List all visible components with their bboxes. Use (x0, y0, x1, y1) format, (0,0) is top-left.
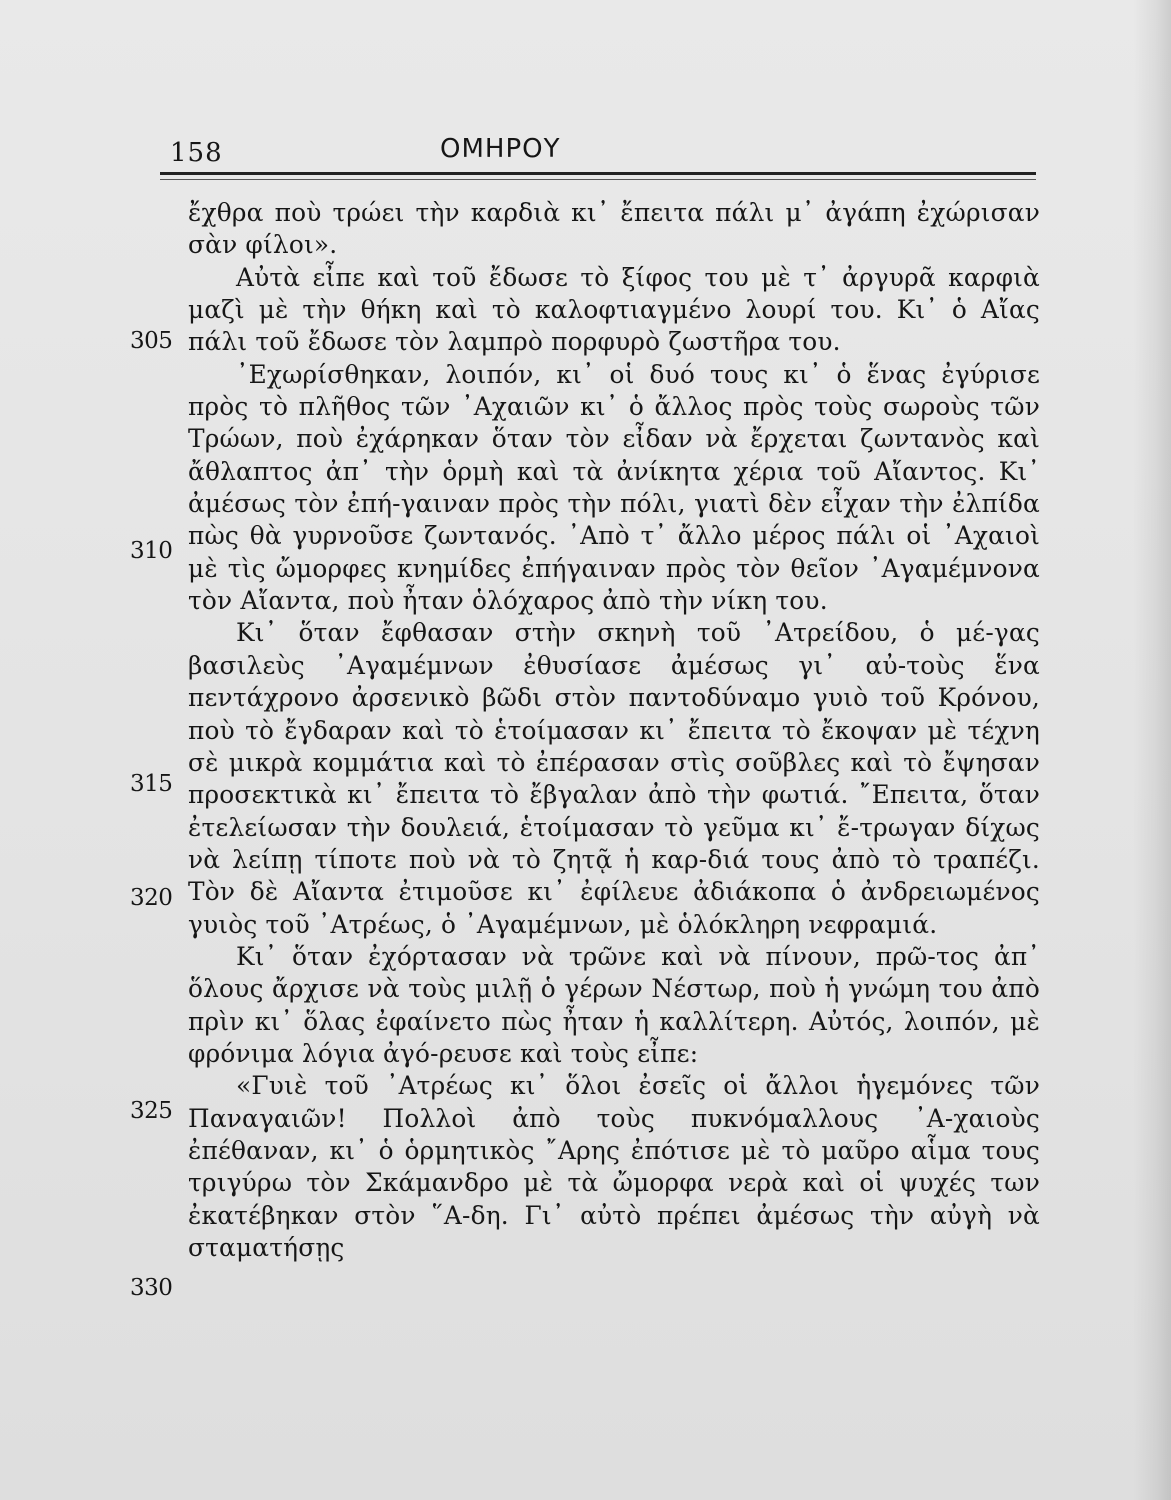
page-number: 158 (170, 138, 223, 168)
line-number: 315 (130, 771, 173, 797)
page-header (160, 130, 1036, 178)
paragraph: «Γυιὲ τοῦ ᾿Ατρέως κι᾿ ὅλοι ἐσεῖς οἱ ἄλλοι ἡγεμόνες τῶν Παναγαιῶν! Πολλοὶ ἀπὸ τοὺς πυκνόμαλλους ᾿Α-χαιοὺς ἐπέθαναν, κι᾿ ὁ ὁρμητικὸς ῎Αρης ἐπότισε μὲ τὸ μαῦρο αἷμα τους τριγύρω τὸν Σκάμανδρο μὲ τὰ ὤμορφα νερὰ καὶ οἱ ψυχές των ἐκατέβηκαν στὸν ῞Α-δη. Γι᾿ αὐτὸ πρέπει ἀμέσως τὴν αὐγὴ νὰ σταματήσῃς (188, 1071, 1040, 1262)
paragraph: ἔχθρα ποὺ τρώει τὴν καρδιὰ κι᾿ ἔπειτα πάλι μ᾿ ἀγάπη ἐχώρισαν σὰν φίλοι». (188, 198, 1040, 260)
header-rule-thin (160, 179, 1036, 180)
line-number: 330 (130, 1275, 173, 1301)
line-number: 310 (130, 538, 173, 564)
paragraph: Κι᾿ ὅταν ἐχόρτασαν νὰ τρῶνε καὶ νὰ πίνουν, πρῶ-τος ἀπ᾿ ὅλους ἄρχισε νὰ τοὺς μιλῇ ὁ γέρων Νέστωρ, ποὺ ἡ γνώμη του ἀπὸ πρὶν κι᾿ ὅλας ἐφαίνετο πὼς ἦταν ἡ καλλίτερη. Αὐτός, λοιπόν, μὲ φρόνιμα λόγια ἀγό-ρευσε καὶ τοὺς εἶπε: (188, 941, 1040, 1068)
line-number: 305 (130, 328, 173, 354)
paragraph: Αὐτὰ εἶπε καὶ τοῦ ἔδωσε τὸ ξίφος του μὲ τ᾿ ἀργυρᾶ καρφιὰ μαζὶ μὲ τὴν θήκη καὶ τὸ καλοφτιαγμένο λουρί του. Κι᾿ ὁ Αἴας πάλι τοῦ ἔδωσε τὸν λαμπρὸ πορφυρὸ ζωστῆρα του. (188, 262, 1040, 357)
binding-edge-shadow (1133, 0, 1171, 1500)
line-number: 325 (130, 1098, 173, 1124)
paragraph: ᾿Εχωρίσθηκαν, λοιπόν, κι᾿ οἱ δυό τους κι᾿ ὁ ἕνας ἐγύρισε πρὸς τὸ πλῆθος τῶν ᾿Αχαιῶν κι᾿ ὁ ἄλλος πρὸς τοὺς σωροὺς τῶν Τρώων, ποὺ ἐχάρηκαν ὅταν τὸν εἶδαν νὰ ἔρχεται ζωντανὸς καὶ ἄθλαπτος ἀπ᾿ τὴν ὁρμὴ καὶ τὰ ἀνίκητα χέρια τοῦ Αἴαντος. Κι᾿ ἀμέσως τὸν ἐπή-γαιναν πρὸς τὴν πόλι, γιατὶ δὲν εἶχαν τὴν ἐλπίδα πὼς θὰ γυρνοῦσε ζωντανός. ᾿Απὸ τ᾿ ἄλλο μέρος πάλι οἱ ᾿Αχαιοὶ μὲ τὶς ὤμορφες κνημίδες ἐπήγαιναν πρὸς τὸν θεῖον ᾿Αγαμέμνονα τὸν Αἴαντα, ποὺ ἦταν ὁλόχαρος ἀπὸ τὴν νίκη του. (188, 359, 1040, 616)
header-rule (160, 172, 1036, 175)
line-number-column (130, 0, 180, 1500)
body-text (188, 197, 1040, 1264)
paragraph: Κι᾿ ὅταν ἔφθασαν στὴν σκηνὴ τοῦ ᾿Ατρείδου, ὁ μέ-γας βασιλεὺς ᾿Αγαμέμνων ἐθυσίασε ἀμέσως γι᾿ αὐ-τοὺς ἕνα πεντάχρονο ἀρσενικὸ βῶδι στὸν παντοδύναμο γυιὸ τοῦ Κρόνου, ποὺ τὸ ἔγδαραν καὶ τὸ ἑτοίμασαν κι᾿ ἔπειτα τὸ ἔκοψαν μὲ τέχνη σὲ μικρὰ κομμάτια καὶ τὸ ἐπέρασαν στὶς σοῦβλες καὶ τὸ ἔψησαν προσεκτικὰ κι᾿ ἔπειτα τὸ ἔβγαλαν ἀπὸ τὴν φωτιά. ῎Επειτα, ὅταν ἐτελείωσαν τὴν δουλειά, ἑτοίμασαν τὸ γεῦμα κι᾿ ἔ-τρωγαν δίχως νὰ λείπῃ τίποτε ποὺ νὰ τὸ ζητᾷ ἡ καρ-διά τους ἀπὸ τὸ τραπέζι. Τὸν δὲ Αἴαντα ἐτιμοῦσε κι᾿ ἐφίλευε ἀδιάκοπα ὁ ἀνδρειωμένος γυιὸς τοῦ ᾿Ατρέως, ὁ ᾿Αγαμέμνων, μὲ ὁλόκληρη νεφραμιά. (188, 618, 1040, 939)
line-number: 320 (130, 885, 173, 911)
running-title: ΟΜΗΡΟΥ (440, 134, 561, 164)
